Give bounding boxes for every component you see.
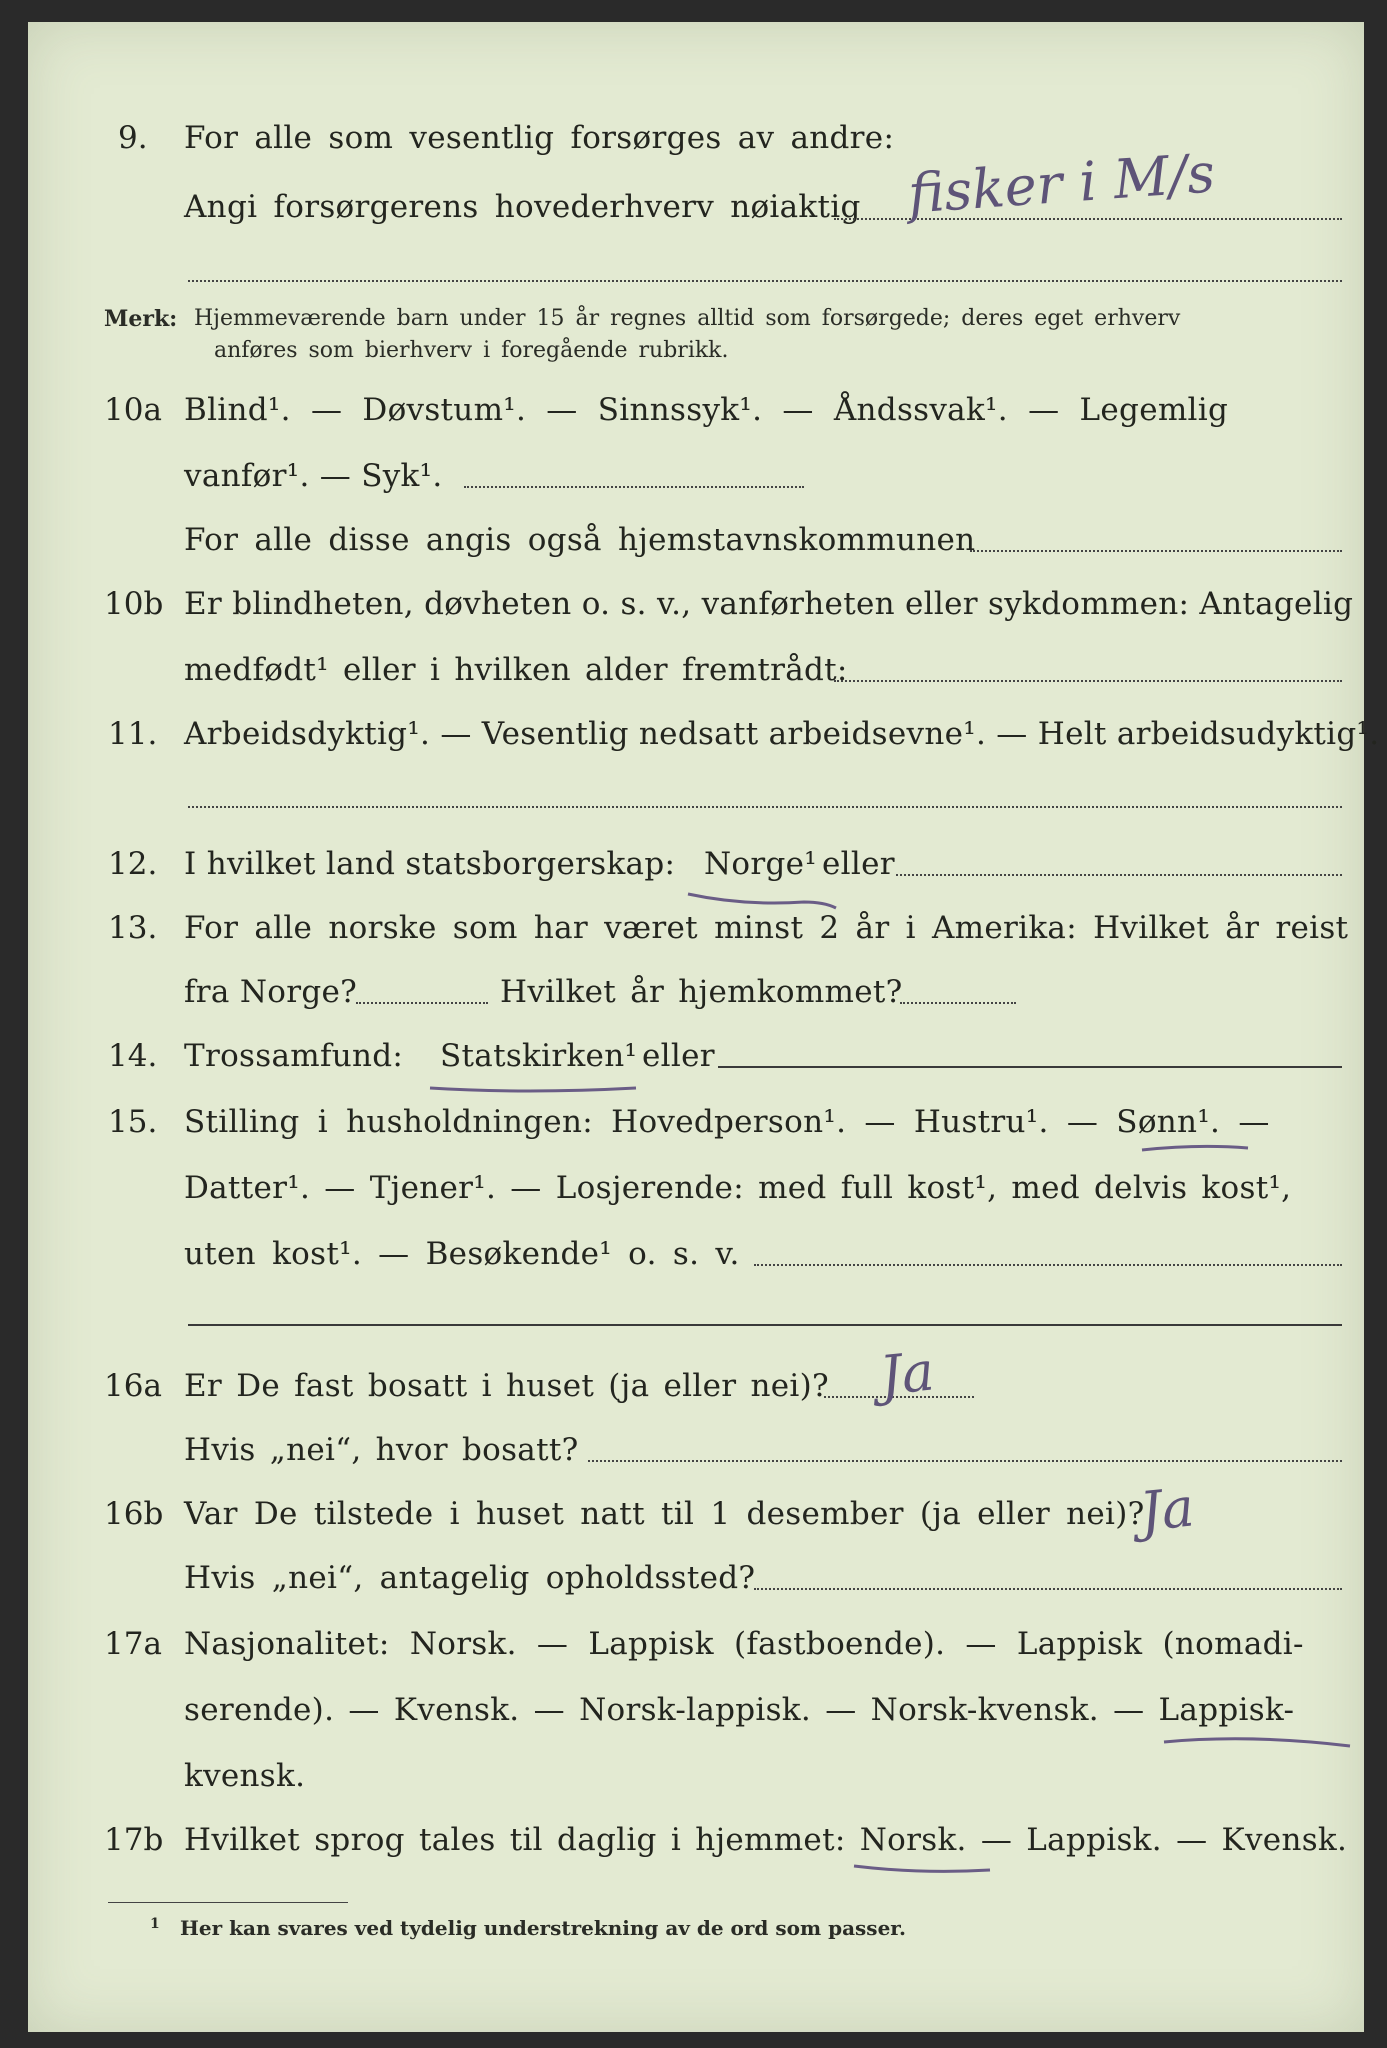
q14-underline-mark	[426, 1080, 646, 1100]
q13-line1: For alle norske som har været minst 2 år i Amerika: Hvilket år reist	[184, 910, 1349, 946]
q17a-line1: Nasjonalitet: Norsk. — Lappisk (fastboende). — Lappisk (nomadi-	[184, 1626, 1304, 1662]
q16a-number: 16a	[104, 1368, 162, 1404]
q15-dotted-line	[754, 1264, 1342, 1266]
merk-line2: anføres som bierhverv i foregående rubrikk.	[214, 338, 729, 363]
q15-extra-line	[188, 1324, 1342, 1326]
q13-line2a: fra Norge?	[184, 974, 358, 1010]
q13-reist-dotted-line	[356, 1002, 488, 1004]
q14-suffix: eller	[642, 1038, 715, 1074]
q10b-dotted-line	[834, 680, 1342, 682]
q16a-handwritten-answer: Ja	[876, 1339, 937, 1408]
q15-number: 15.	[108, 1104, 158, 1140]
q15-line2: Datter¹. — Tjener¹. — Losjerende: med full kost¹, med delvis kost¹,	[184, 1170, 1292, 1206]
q10a-number: 10a	[104, 392, 162, 428]
q15-line1: Stilling i husholdningen: Hovedperson¹. — Hustru¹. — Sønn¹. —	[184, 1104, 1270, 1140]
q13-hjemkommet-dotted-line	[900, 1002, 1016, 1004]
q15-line3: uten kost¹. — Besøkende¹ o. s. v.	[184, 1236, 740, 1272]
q16a-line1: Er De fast bosatt i huset (ja eller nei)?	[184, 1368, 829, 1404]
q17b-line1: Hvilket sprog tales til daglig i hjemmet: Norsk. — Lappisk. — Kvensk.	[184, 1822, 1348, 1858]
q9-number: 9.	[118, 120, 148, 156]
census-form-page	[28, 22, 1380, 2032]
q17a-number: 17a	[104, 1626, 162, 1662]
q10b-line2: medfødt¹ eller i hvilken alder fremtrådt:	[184, 652, 848, 688]
q16a-line2: Hvis „nei“, hvor bosatt?	[184, 1432, 579, 1468]
q14-number: 14.	[108, 1038, 158, 1074]
q17a-line2: serende). — Kvensk. — Norsk-lappisk. — Norsk-kvensk. — Lappisk-	[184, 1692, 1295, 1728]
q15-underline-mark	[1138, 1140, 1258, 1160]
q16b-dotted-line	[754, 1588, 1342, 1590]
q10a-hjemstavn-dotted-line	[970, 550, 1342, 552]
q10a-line1: Blind¹. — Døvstum¹. — Sinnssyk¹. — Åndssvak¹. — Legemlig	[184, 392, 1229, 428]
q9-handwritten-answer: fisker i M/s	[906, 141, 1217, 226]
merk-line1: Hjemmeværende barn under 15 år regnes alltid som forsørgede; deres eget erhverv	[194, 306, 1181, 331]
q9-extra-line	[188, 280, 1342, 282]
q11-number: 11.	[108, 716, 158, 752]
q10a-line2: vanfør¹. — Syk¹.	[184, 458, 443, 494]
q12-underline-mark	[684, 888, 844, 912]
merk-label: Merk:	[104, 306, 178, 332]
q16a-bosatt-dotted-line	[588, 1460, 1342, 1462]
footnote-mark: 1	[150, 1916, 160, 1932]
q12-dotted-line	[896, 874, 1342, 876]
q12-number: 12.	[108, 846, 158, 882]
q11-dotted-line	[188, 806, 1342, 808]
q14-prefix: Trossamfund:	[184, 1038, 404, 1074]
q10a-dotted-line	[464, 486, 804, 488]
q16b-number: 16b	[104, 1496, 164, 1532]
q12-prefix: I hvilket land statsborgerskap:	[184, 846, 676, 882]
q16b-line1: Var De tilstede i huset natt til 1 desember (ja eller nei)?	[184, 1496, 1145, 1532]
q17b-number: 17b	[104, 1822, 164, 1858]
q12-option-norge: Norge¹	[704, 846, 818, 882]
q11-line1: Arbeidsdyktig¹. — Vesentlig nedsatt arbeidsevne¹. — Helt arbeidsudyktig¹.	[184, 716, 1380, 752]
q13-number: 13.	[108, 910, 158, 946]
q10b-number: 10b	[104, 586, 164, 622]
q12-suffix: eller	[822, 846, 895, 882]
footnote-separator	[108, 1902, 348, 1903]
q14-option-statskirken: Statskirken¹	[440, 1038, 638, 1074]
q9-line2: Angi forsørgerens hovederhverv nøiaktig	[184, 189, 861, 225]
q10a-line3: For alle disse angis også hjemstavnskommunen	[184, 522, 976, 558]
q13-line2b: Hvilket år hjemkommet?	[500, 974, 903, 1010]
q14-answer-line	[718, 1066, 1342, 1068]
q17a-underline-mark	[1160, 1730, 1360, 1754]
footnote-text: Her kan svares ved tydelig understrekning av de ord som passer.	[180, 1916, 906, 1940]
q17b-underline-mark	[850, 1860, 1000, 1880]
q10b-line1: Er blindheten, døvheten o. s. v., vanførheten eller sykdommen: Antagelig	[184, 586, 1354, 622]
q9-line1: For alle som vesentlig forsørges av andre:	[184, 120, 895, 156]
q17a-line3: kvensk.	[184, 1758, 306, 1794]
q16b-line2: Hvis „nei“, antagelig opholdssted?	[184, 1560, 756, 1596]
q16b-handwritten-answer: Ja	[1136, 1475, 1197, 1544]
